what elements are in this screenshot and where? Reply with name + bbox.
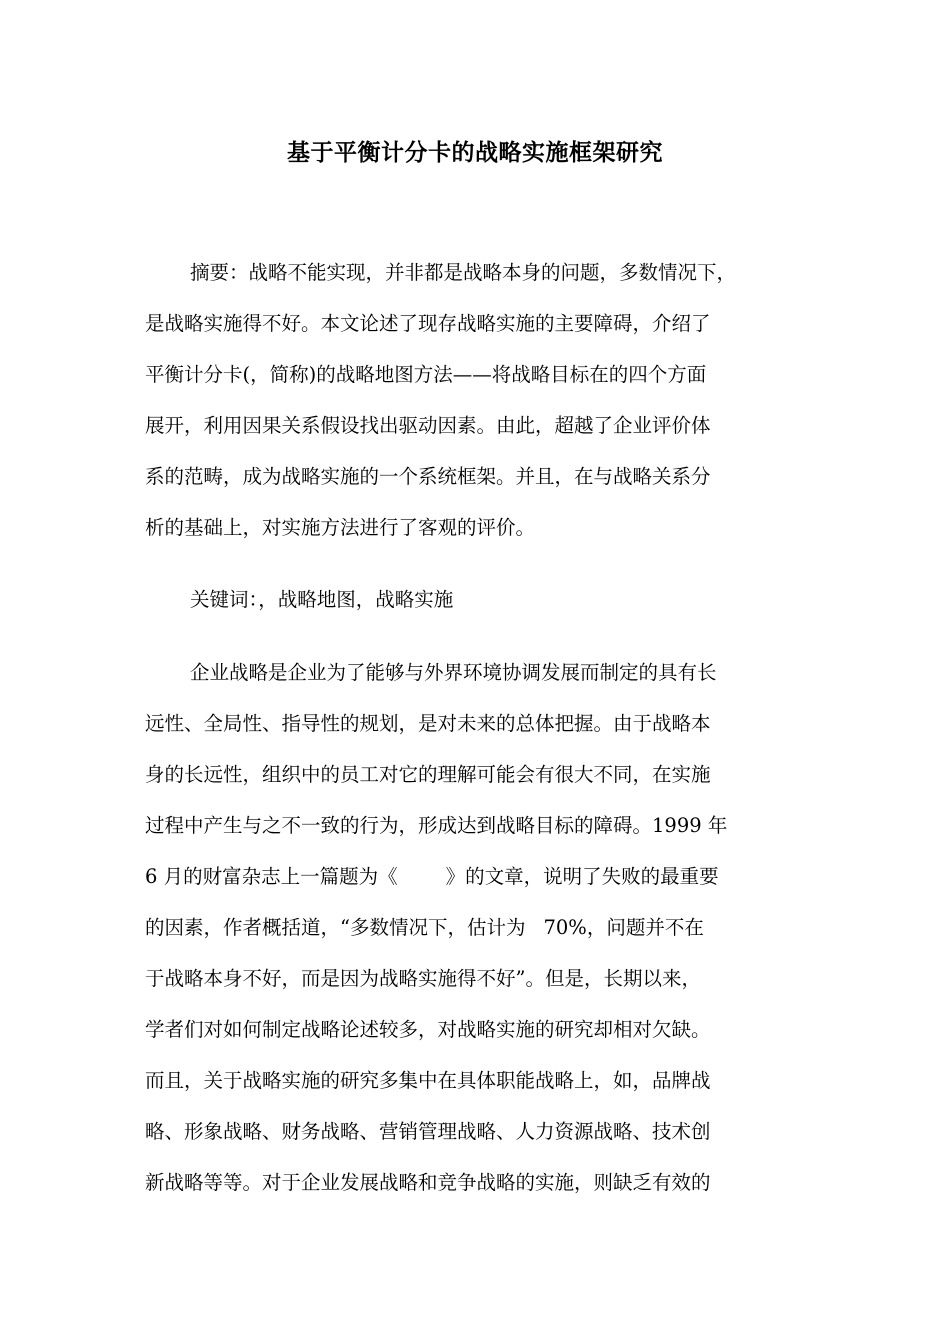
body-line: 于战略本身不好，而是因为战略实施得不好”。但是，长期以来， <box>145 967 701 990</box>
abstract-line: 系的范畴，成为战略实施的一个系统框架。并且，在与战略关系分 <box>145 465 711 488</box>
body-line-with-gap <box>145 861 815 893</box>
body-line: 身的长远性，组织中的员工对它的理解可能会有很大不同，在实施 <box>145 763 711 786</box>
body-line: 企业战略是企业为了能够与外界环境协调发展而制定的具有长 <box>190 661 717 684</box>
body-line: 新战略等等。对于企业发展战略和竞争战略的实施，则缺乏有效的 <box>145 1171 711 1194</box>
body-line: 学者们对如何制定战略论述较多，对战略实施的研究却相对欠缺。 <box>145 1018 711 1041</box>
abstract-line: 是战略实施得不好。本文论述了现存战略实施的主要障碍，介绍了 <box>145 312 711 335</box>
body-line-part: 6 月的财富杂志上一篇题为《 <box>145 865 398 888</box>
body-line-part: 》的文章，说明了失败的最重要 <box>445 865 719 888</box>
body-line: 过程中产生与之不一致的行为，形成达到战略目标的障碍。1999 年 <box>145 814 728 837</box>
keywords-line: 关键词：，战略地图，战略实施 <box>190 588 454 611</box>
body-line-part: 的因素，作者概括道，“多数情况下，估计为 <box>145 916 526 939</box>
body-line: 而且，关于战略实施的研究多集中在具体职能战略上，如，品牌战 <box>145 1069 711 1092</box>
abstract-line: 析的基础上，对实施方法进行了客观的评价。 <box>145 516 536 539</box>
abstract-line: 摘要：战略不能实现，并非都是战略本身的问题，多数情况下， <box>190 261 737 284</box>
body-line: 远性、全局性、指导性的规划，是对未来的总体把握。由于战略本 <box>145 712 711 735</box>
body-line-with-gap <box>145 912 815 944</box>
body-line: 略、形象战略、财务战略、营销管理战略、人力资源战略、技术创 <box>145 1120 711 1143</box>
abstract-line: 平衡计分卡(，简称)的战略地图方法——将战略目标在的四个方面 <box>145 363 707 386</box>
body-line-part: 70%，问题并不在 <box>543 916 704 939</box>
abstract-line: 展开，利用因果关系假设找出驱动因素。由此，超越了企业评价体 <box>145 414 711 437</box>
document-title: 基于平衡计分卡的战略实施框架研究 <box>287 139 663 166</box>
